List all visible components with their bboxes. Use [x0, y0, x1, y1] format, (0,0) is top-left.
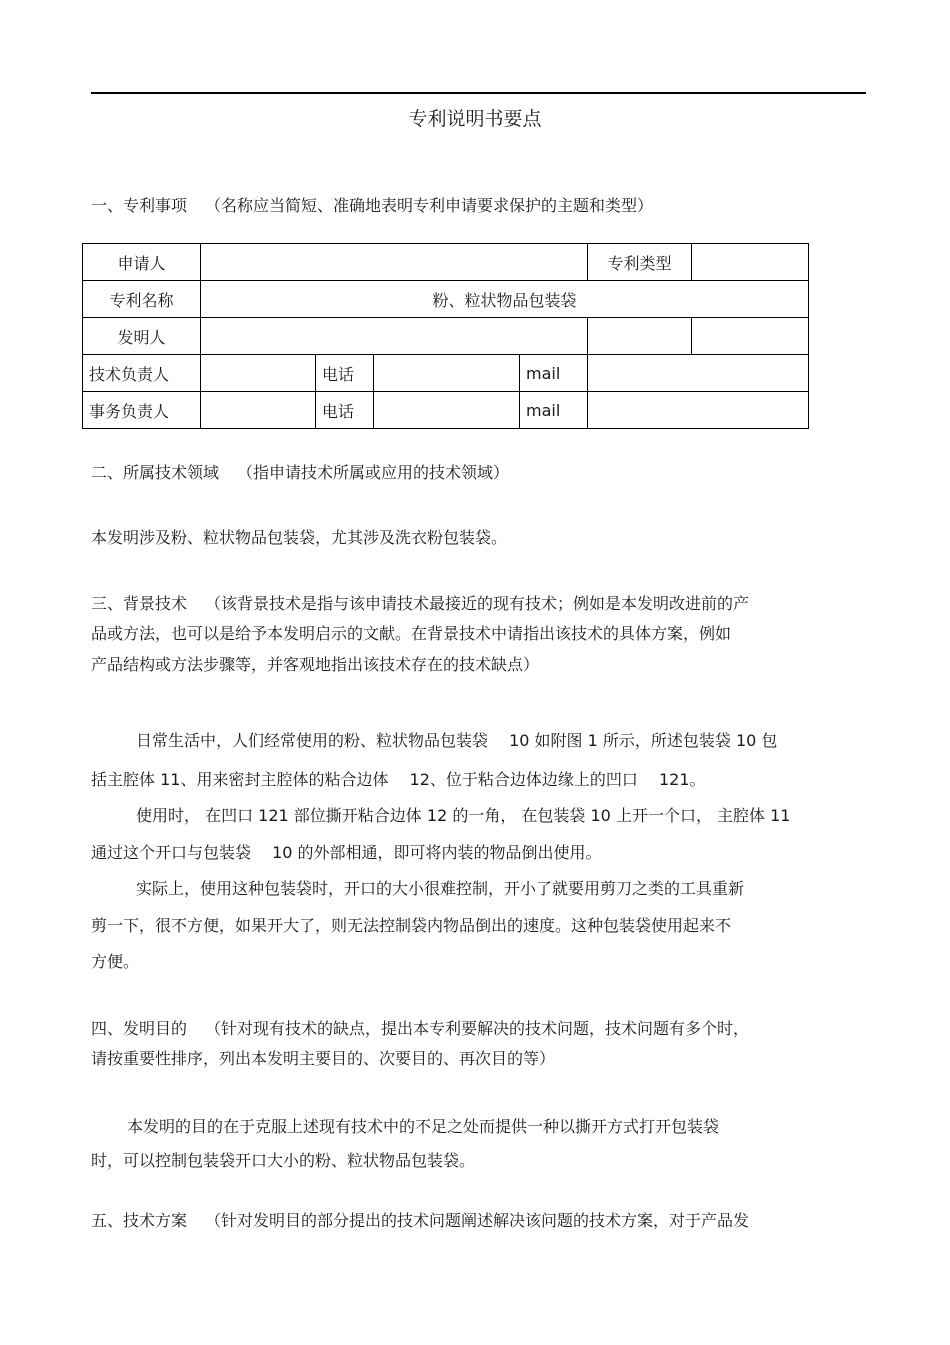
patent-type-value — [692, 244, 809, 281]
tech-mail-label: mail — [520, 355, 588, 392]
section-3-heading — [91, 594, 749, 614]
section-4-note-line-1: （针对现有技术的缺点，提出本专利要解决的技术问题，技术问题有多个时， — [205, 1019, 750, 1038]
table-row — [83, 392, 809, 429]
section-2-heading — [91, 463, 509, 483]
section-3-note-line-3: 产品结构或方法步骤等，并客观地指出该技术存在的技术缺点） — [91, 655, 540, 674]
paragraph-line: 剪一下，很不方便，如果开大了，则无法控制袋内物品倒出的速度。这种包装袋使用起来不 — [91, 916, 732, 935]
affairs-mail-label: mail — [520, 392, 588, 429]
affairs-mail-value — [588, 392, 809, 429]
inventor-extra-1 — [588, 318, 692, 355]
top-rule — [91, 92, 866, 94]
paragraph-line: 通过这个开口与包装袋 10 的外部相通，即可将内装的物品倒出使用。 — [91, 843, 602, 862]
tech-person-value — [201, 355, 316, 392]
paragraph-line: 本发明的目的在于克服上述现有技术中的不足之处而提供一种以撕开方式打开包装袋 — [127, 1117, 720, 1136]
applicant-label: 申请人 — [83, 244, 201, 281]
paragraph-line: 使用时， 在凹口 121 部位撕开粘合边体 12 的一角， 在包装袋 10 上开一个口， 主腔体 11 — [136, 806, 791, 825]
patent-type-label: 专利类型 — [588, 244, 692, 281]
inventor-extra-2 — [692, 318, 809, 355]
patent-info-table — [82, 243, 809, 429]
affairs-phone-label: 电话 — [316, 392, 374, 429]
affairs-phone-value — [374, 392, 520, 429]
table-row — [83, 355, 809, 392]
paragraph-line: 日常生活中，人们经常使用的粉、粒状物品包装袋 10 如附图 1 所示，所述包装袋 10 包 — [136, 731, 778, 750]
patent-name-label: 专利名称 — [83, 281, 201, 318]
section-1-title: 一、专利事项 — [91, 196, 188, 215]
section-4-note-line-2: 请按重要性排序，列出本发明主要目的、次要目的、再次目的等） — [91, 1049, 556, 1068]
table-row — [83, 318, 809, 355]
section-3-note-line-1: （该背景技术是指与该申请技术最接近的现有技术；例如是本发明改进前的产 — [205, 594, 750, 613]
applicant-value — [201, 244, 588, 281]
paragraph-line: 时，可以控制包装袋开口大小的粉、粒状物品包装袋。 — [91, 1151, 476, 1170]
section-5-title: 五、技术方案 — [91, 1211, 188, 1230]
section-2-title: 二、所属技术领域 — [91, 463, 220, 482]
paragraph-line: 实际上，使用这种包装袋时，开口的大小很难控制，开小了就要用剪刀之类的工具重新 — [136, 879, 745, 898]
section-2-body: 本发明涉及粉、粒状物品包装袋，尤其涉及洗衣粉包装袋。 — [91, 528, 508, 547]
tech-phone-value — [374, 355, 520, 392]
section-4-title: 四、发明目的 — [91, 1019, 188, 1038]
section-3-note-line-2: 品或方法，也可以是给予本发明启示的文献。在背景技术中请指出该技术的具体方案，例如 — [91, 624, 732, 643]
section-5-note: （针对发明目的部分提出的技术问题阐述解决该问题的技术方案，对于产品发 — [205, 1211, 750, 1230]
inventor-value — [201, 318, 588, 355]
table-row — [83, 244, 809, 281]
section-3-title: 三、背景技术 — [91, 594, 188, 613]
section-1-heading — [91, 196, 653, 216]
tech-phone-label: 电话 — [316, 355, 374, 392]
table-row — [83, 281, 809, 318]
affairs-person-value — [201, 392, 316, 429]
affairs-person-label: 事务负责人 — [83, 392, 201, 429]
paragraph-line: 方便。 — [91, 952, 140, 971]
paragraph-line: 括主腔体 11、用来密封主腔体的粘合边体 12、位于粘合边体边缘上的凹口 121。 — [91, 770, 706, 789]
section-1-note: （名称应当简短、准确地表明专利申请要求保护的主题和类型） — [205, 196, 654, 215]
tech-person-label: 技术负责人 — [83, 355, 201, 392]
patent-name-value: 粉、粒状物品包装袋 — [201, 281, 809, 318]
inventor-label: 发明人 — [83, 318, 201, 355]
section-5-heading — [91, 1211, 749, 1231]
tech-mail-value — [588, 355, 809, 392]
section-2-note: （指申请技术所属或应用的技术领域） — [237, 463, 510, 482]
document-title: 专利说明书要点 — [408, 108, 542, 130]
section-4-heading — [91, 1019, 749, 1039]
